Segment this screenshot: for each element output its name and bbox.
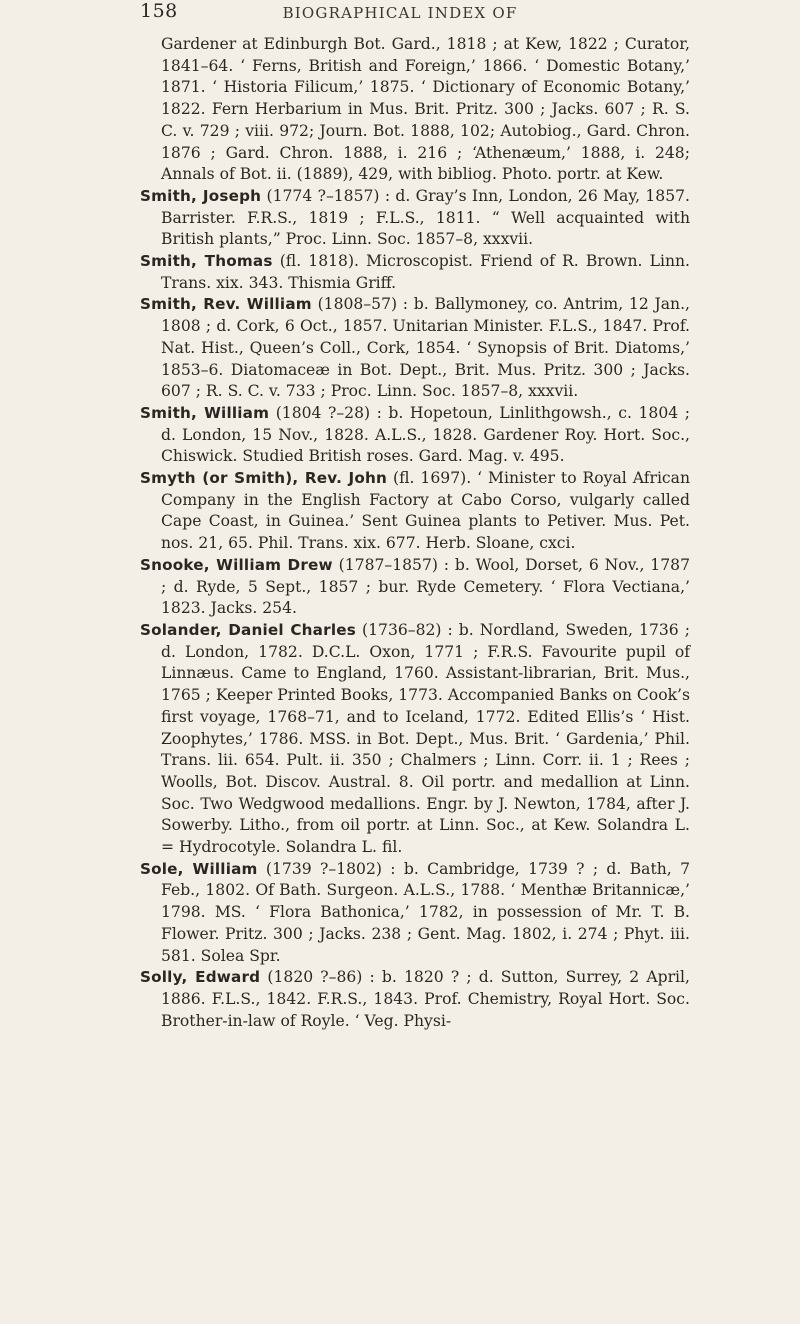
index-entry [140, 859, 690, 968]
index-entry [140, 251, 690, 294]
entry-text: (1808–57) : b. Ballymoney, co. Antrim, 12 Jan., 1808 ; d. Cork, 6 Oct., 1857. Unitarian Minister. F.L.S., 1847. Prof. Nat. Hist., Queen’s Coll., Cork, 1854. ‘ Synopsis of Brit. Diatoms,’ 1853–6. Diatomaceæ in Bot. Dept., Brit. Mus. Pritz. 300 ; Jacks. 607 ; R. S. C. v. 733 ; Proc. Linn. Soc. 1857–8, xxxvii. [161, 295, 690, 401]
entry-text: (1736–82) : b. Nordland, Sweden, 1736 ; d. London, 1782. D.C.L. Oxon, 1771 ; F.R.S. Favourite pupil of Linnæus. Came to England, 1760. Assistant-librarian, Brit. Mus., 1765 ; Keeper Printed Books, 1773. Accompanied Banks on Cook’s first voyage, 1768–71, and to Iceland, 1772. Edited Ellis’s ‘ Hist. Zoophytes,’ 1786. MSS. in Bot. Dept., Mus. Brit. ‘ Gardenia,’ Phil. Trans. lii. 654. Pult. ii. 350 ; Chalmers ; Linn. Corr. ii. 1 ; Rees ; Woolls, Bot. Discov. Austral. 8. Oil portr. and medallion at Linn. Soc. Two Wedgwood medallions. Engr. by J. Newton, 1784, after J. Sowerby. Litho., from oil portr. at Linn. Soc., at Kew. Solandra L. = Hydrocotyle. Solandra L. fil. [161, 620, 690, 857]
index-entry [140, 967, 690, 1032]
index-entry [140, 555, 690, 620]
running-head: BIOGRAPHICAL INDEX OF [282, 4, 518, 22]
entry-text: (fl. 1697). ‘ Minister to Royal African Company in the English Factory at Cabo Corso, vulgarly called Cape Coast, in Guinea.’ Sent Guinea plants to Petiver. Mus. Pet. nos. 21, 65. Phil. Trans. xix. 677. Herb. Sloane, cxci. [161, 469, 690, 553]
index-entry [140, 468, 690, 555]
entry-text: (1820 ?–86) : b. 1820 ? ; d. Sutton, Surrey, 2 April, 1886. F.L.S., 1842. F.R.S., 1843. Prof. Chemistry, Royal Hort. Soc. Brother-in-law of Royle. ‘ Veg. Physi- [161, 968, 690, 1030]
entry-name: Smith, Rev. William [140, 295, 312, 314]
entry-text: (1774 ?–1857) : d. Gray’s Inn, London, 26 May, 1857. Barrister. F.R.S., 1819 ; F.L.S., 1811. “ Well acquainted with British plants,” Proc. Linn. Soc. 1857–8, xxxvii. [161, 186, 690, 249]
entry-name: Smyth (or Smith), Rev. John [140, 469, 388, 488]
index-entry [140, 294, 690, 403]
index-entry [140, 403, 690, 468]
entry-text: (1804 ?–28) : b. Hopetoun, Linlithgowsh., c. 1804 ; d. London, 15 Nov., 1828. A.L.S., 1828. Gardener Roy. Hort. Soc., Chiswick. Studied British roses. Gard. Mag. v. 495. [161, 403, 690, 466]
index-entries [140, 34, 690, 1032]
entry-name: Snooke, William Drew [140, 555, 333, 574]
entry-name: Sole, William [140, 859, 258, 878]
entry-text: Gardener at Edinburgh Bot. Gard., 1818 ; at Kew, 1822 ; Curator, 1841–64. ‘ Ferns, British and Foreign,’ 1866. ‘ Domestic Botany,’ 1871. ‘ Historia Filicum,’ 1875. ‘ Dictionary of Economic Botany,’ 1822. Fern Herbarium in Mus. Brit. Pritz. 300 ; Jacks. 607 ; R. S. C. v. 729 ; viii. 972; Journ. Bot. 1888, 102; Autobiog., Gard. Chron. 1876 ; Gard. Chron. 1888, i. 216 ; ‘Athenæum,’ 1888, i. 248; Annals of Bot. ii. (1889), 429, with bibliog. Photo. portr. at Kew. [161, 35, 690, 184]
index-entry [140, 620, 690, 859]
entry-text: (1787–1857) : b. Wool, Dorset, 6 Nov., 1787 ; d. Ryde, 5 Sept., 1857 ; bur. Ryde Cemetery. ‘ Flora Vectiana,’ 1823. Jacks. 254. [161, 555, 690, 618]
entry-text: (1739 ?–1802) : b. Cambridge, 1739 ? ; d. Bath, 7 Feb., 1802. Of Bath. Surgeon. A.L.S., 1788. ‘ Menthæ Britannicæ,’ 1798. MS. ‘ Flora Bathonica,’ 1782, in possession of Mr. T. B. Flower. Pritz. 300 ; Jacks. 238 ; Gent. Mag. 1802, i. 274 ; Phyt. iii. 581. Solea Spr. [161, 859, 690, 965]
entry-name: Solly, Edward [140, 968, 261, 987]
entry-name: Smith, William [140, 403, 270, 422]
entry-text: (fl. 1818). Microscopist. Friend of R. Brown. Linn. Trans. xix. 343. Thismia Griff. [161, 252, 690, 292]
entry-name: Smith, Joseph [140, 186, 262, 205]
page-number: 158 [140, 0, 178, 22]
entry-name: Solander, Daniel Charles [140, 620, 356, 639]
index-entry [140, 186, 690, 251]
index-entry [140, 34, 690, 186]
entry-name: Smith, Thomas [140, 252, 273, 271]
